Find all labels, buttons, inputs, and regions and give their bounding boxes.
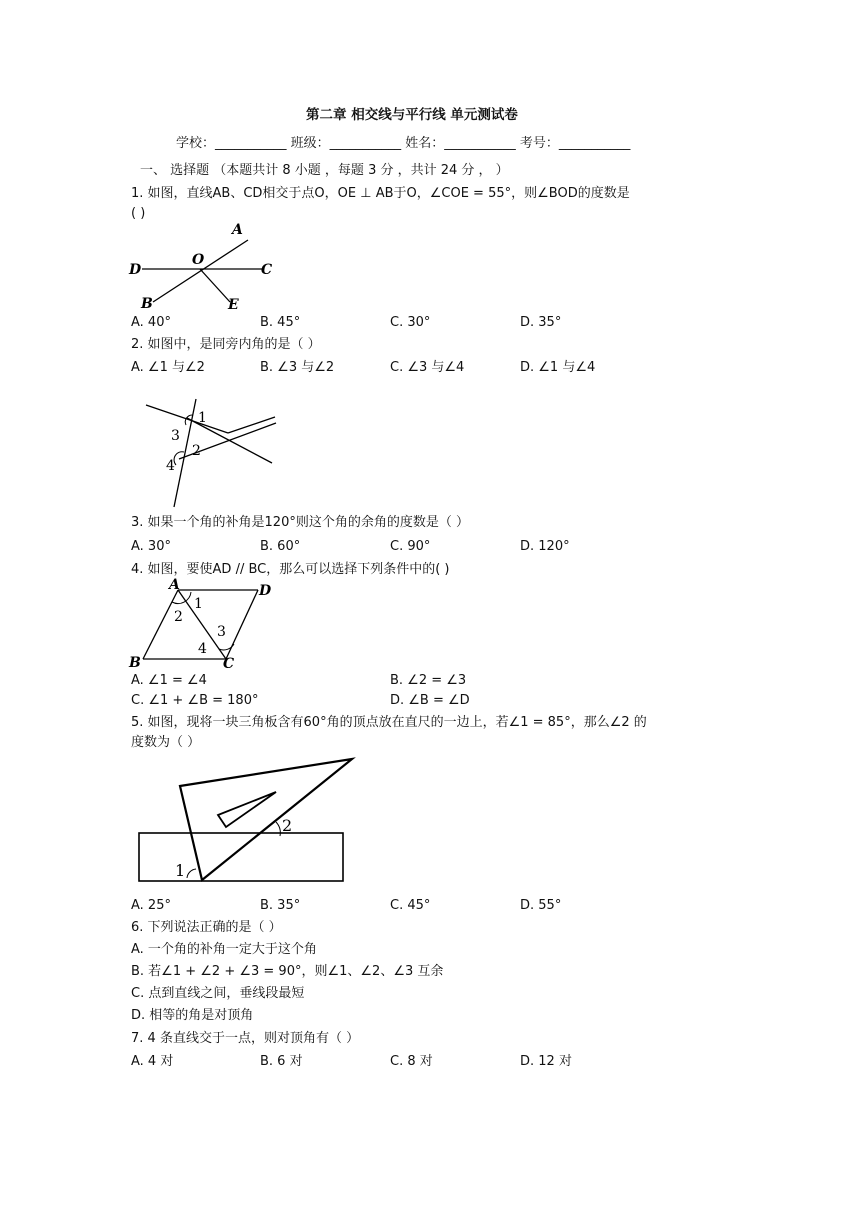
q1-option-a: A. 40° — [131, 315, 171, 330]
q3-stem: 3. 如果一个角的补角是120°则这个角的余角的度数是（ ） — [131, 515, 469, 530]
q1-label-e: E — [228, 297, 239, 313]
q4-label-b: B — [129, 655, 141, 670]
q5-option-d: D. 55° — [520, 898, 562, 913]
q5-option-b: B. 35° — [260, 898, 301, 913]
q2-option-b: B. ∠3 与∠2 — [260, 360, 335, 375]
q1-label-o: O — [192, 252, 205, 268]
q2-label-3: 3 — [171, 428, 180, 444]
q5-option-c: C. 45° — [390, 898, 431, 913]
q5-option-a: A. 25° — [131, 898, 171, 913]
q2-option-d: D. ∠1 与∠4 — [520, 360, 596, 375]
student-info-line: 学校：___________ 班级：___________ 姓名：___________ 考号：___________ — [176, 136, 631, 151]
q2-option-a: A. ∠1 与∠2 — [131, 360, 205, 375]
q2-label-4: 4 — [166, 458, 175, 474]
q4-label-d: D — [259, 583, 272, 599]
q1-label-c: C — [261, 262, 273, 278]
q4-label-1: 1 — [194, 596, 203, 612]
q1-label-b: B — [141, 296, 153, 312]
q1-label-d: D — [129, 262, 142, 278]
q5-stem-cont: 度数为（ ） — [131, 735, 201, 750]
q4-option-d: D. ∠B = ∠D — [390, 693, 470, 708]
q1-option-d: D. 35° — [520, 315, 562, 330]
q4-label-2: 2 — [174, 609, 183, 625]
q6-option-a: A. 一个角的补角一定大于这个角 — [131, 942, 317, 957]
q3-option-b: B. 60° — [260, 539, 301, 554]
page-title: 第二章 相交线与平行线 单元测试卷 — [306, 107, 518, 123]
q1-stem-cont: ( ) — [131, 206, 146, 221]
q2-option-c: C. ∠3 与∠4 — [390, 360, 465, 375]
q7-option-c: C. 8 对 — [390, 1054, 433, 1069]
q5-label-2: 2 — [282, 816, 293, 835]
q4-label-4: 4 — [198, 641, 207, 657]
q4-stem: 4. 如图，要使AD // BC，那么可以选择下列条件中的( ) — [131, 562, 450, 577]
q6-option-c: C. 点到直线之间，垂线段最短 — [131, 986, 305, 1001]
q2-label-1: 1 — [198, 410, 207, 426]
section-heading: 一、 选择题 （本题共计 8 小题 ，每题 3 分 ，共计 24 分 ， ） — [140, 163, 509, 178]
q7-option-a: A. 4 对 — [131, 1054, 174, 1069]
q4-label-c: C — [223, 656, 235, 670]
q4-option-b: B. ∠2 = ∠3 — [390, 673, 467, 688]
q1-stem: 1. 如图，直线AB、CD相交于点O，OE ⊥ AB于O，∠COE = 55°，则∠BOD的度数是 — [131, 186, 630, 201]
q4-figure — [128, 578, 278, 670]
q3-option-c: C. 90° — [390, 539, 431, 554]
q5-label-1: 1 — [175, 861, 186, 880]
q1-option-c: C. 30° — [390, 315, 431, 330]
q4-option-c: C. ∠1 + ∠B = 180° — [131, 693, 259, 708]
q6-option-b: B. 若∠1 + ∠2 + ∠3 = 90°，则∠1、∠2、∠3 互余 — [131, 964, 444, 979]
q4-option-a: A. ∠1 = ∠4 — [131, 673, 207, 688]
q3-option-a: A. 30° — [131, 539, 171, 554]
q2-label-2: 2 — [192, 443, 201, 459]
q1-option-b: B. 45° — [260, 315, 301, 330]
q7-option-b: B. 6 对 — [260, 1054, 303, 1069]
q6-stem: 6. 下列说法正确的是（ ） — [131, 920, 282, 935]
q5-stem: 5. 如图，现将一块三角板含有60°角的顶点放在直尺的一边上，若∠1 = 85°，那么∠2 的 — [131, 715, 647, 730]
q5-figure — [130, 752, 360, 887]
q4-label-3: 3 — [217, 624, 226, 640]
q7-option-d: D. 12 对 — [520, 1054, 572, 1069]
q2-stem: 2. 如图中，是同旁内角的是（ ） — [131, 337, 321, 352]
q1-figure — [128, 220, 288, 315]
q6-option-d: D. 相等的角是对顶角 — [131, 1008, 254, 1023]
q4-label-a: A — [169, 578, 180, 593]
q3-option-d: D. 120° — [520, 539, 570, 554]
q2-figure — [140, 395, 280, 510]
q1-label-a: A — [232, 222, 243, 238]
q7-stem: 7. 4 条直线交于一点，则对顶角有（ ） — [131, 1031, 360, 1046]
